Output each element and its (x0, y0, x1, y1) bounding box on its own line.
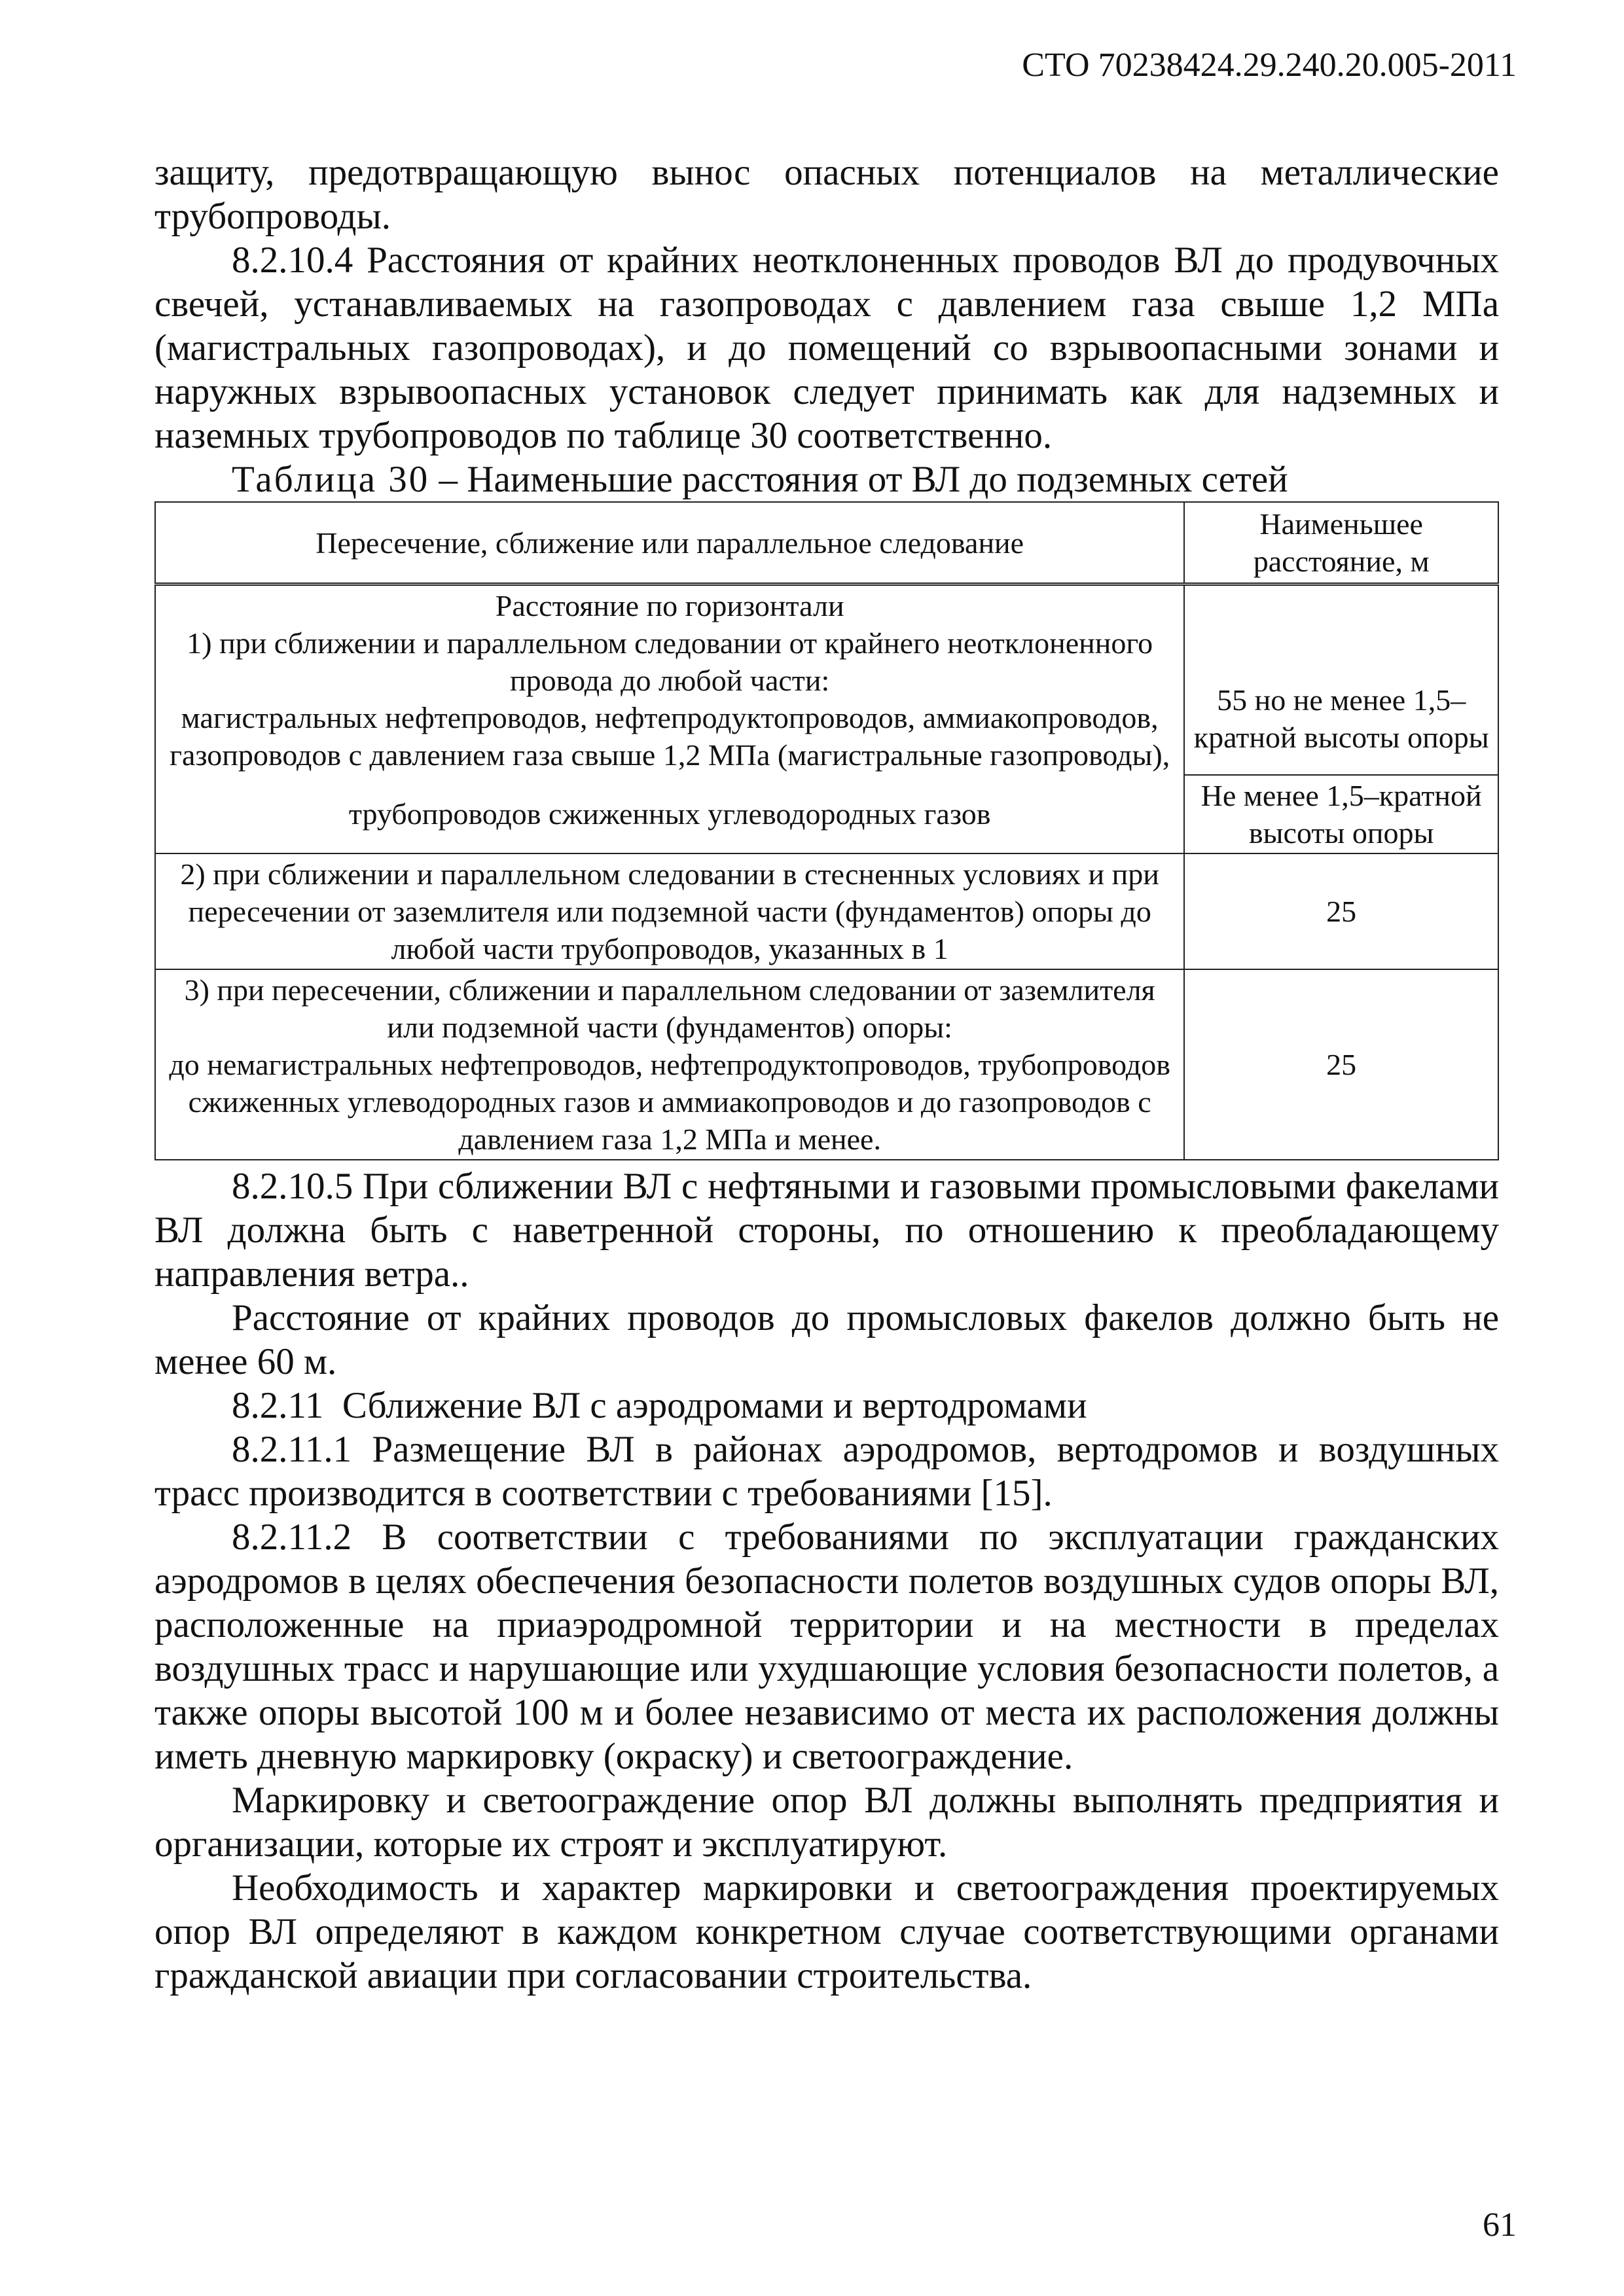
section-heading-8-2-11: 8.2.11 Сближение ВЛ с аэродромами и вертодромами (232, 1385, 1087, 1426)
row3-line2: до немагистральных нефтепроводов, нефтепродуктопроводов, трубопроводов сжиженных углеводородных газов и аммиакопроводов и до газопроводов с давлением газа 1,2 МПа и менее. (169, 1048, 1170, 1156)
header-min-distance: Наименьшее расстояние, м (1184, 502, 1498, 584)
table-row (155, 775, 1498, 853)
table-caption-text: – Наименьшие расстояния от ВЛ до подземных сетей (429, 459, 1288, 500)
paragraph-8-2-10-4: 8.2.10.4 Расстояния от крайних неотклоненных проводов ВЛ до продувочных свечей, устанавливаемых на газопроводах с давлением газа свыше 1,2 МПа (магистральных газопроводах), и до помещений со взрывоопасными зонами и наружных взрывоопасных установок следует принимать как для надземных и наземных трубопроводов по таблице 30 соответственно. (154, 240, 1499, 456)
table-row (155, 969, 1498, 1160)
document-code-header: СТО 70238424.29.240.20.005-2011 (1022, 46, 1517, 84)
row1-line2: магистральных нефтепроводов, нефтепродуктопроводов, аммиакопроводов, газопроводов с давлением газа свыше 1,2 МПа (магистральные газопроводы), (170, 701, 1170, 772)
paragraph-8-2-11-1: 8.2.11.1 Размещение ВЛ в районах аэродромов, вертодромов и воздушных трасс производится в соответствии с требованиями [15]. (154, 1429, 1499, 1514)
paragraph-marking: Маркировку и светоограждение опор ВЛ должны выполнять предприятия и организации, которые их строят и эксплуатируют. (154, 1780, 1499, 1865)
table-cell-row2-desc: 2) при сближении и параллельном следовании в стесненных условиях и при пересечении от заземлителя или подземной части (фундаментов) опоры до любой части трубопроводов, указанных в 1 (155, 853, 1184, 969)
table-cell-row1-desc (155, 584, 1184, 776)
table-cell-row1-value: 55 но не менее 1,5–кратной высоты опоры (1184, 584, 1498, 776)
table-cell-row1b-value: Не менее 1,5–кратной высоты опоры (1184, 775, 1498, 853)
table-cell-row3-value: 25 (1184, 969, 1498, 1160)
table-cell-row2-value: 25 (1184, 853, 1498, 969)
table-cell-row3-desc (155, 969, 1184, 1160)
paragraph-marking-necessity: Необходимость и характер маркировки и светоограждения проектируемых опор ВЛ определяют в каждом конкретном случае соответствующими органами гражданской авиации при согласовании строительства. (154, 1867, 1499, 1996)
distances-table (154, 501, 1499, 1160)
row1-line1: 1) при сближении и параллельном следовании от крайнего неотклоненного провода до любой части: (187, 626, 1153, 697)
table-caption-label: Таблица 30 (232, 459, 430, 500)
paragraph-torch-distance: Расстояние от крайних проводов до промысловых факелов должно быть не менее 60 м. (154, 1297, 1499, 1382)
paragraph-continuation: защиту, предотвращающую вынос опасных потенциалов на металлические трубопроводы. (154, 152, 1499, 237)
table-row (155, 853, 1498, 969)
row1-title: Расстояние по горизонтали (495, 589, 844, 622)
paragraph-8-2-11-2: 8.2.11.2 В соответствии с требованиями по эксплуатации гражданских аэродромов в целях обеспечения безопасности полетов воздушных судов опоры ВЛ, расположенные на приаэродромной территории и на местности в пределах воздушных трасс и нарушающие или ухудшающие условия безопасности полетов, а также опоры высотой 100 м и более независимо от места их расположения должны иметь дневную маркировку (окраску) и светоограждение. (154, 1516, 1499, 1777)
table-caption (154, 457, 1499, 501)
header-crossing: Пересечение, сближение или параллельное следование (155, 502, 1184, 584)
table-row (155, 584, 1498, 776)
table-header-row (155, 502, 1498, 584)
table-cell-row1b-desc: трубопроводов сжиженных углеводородных газов (155, 775, 1184, 853)
paragraph-8-2-10-5: 8.2.10.5 При сближении ВЛ с нефтяными и газовыми промысловыми факелами ВЛ должна быть с наветренной стороны, по отношению к преобладающему направления ветра.. (154, 1166, 1499, 1295)
row3-line1: 3) при пересечении, сближении и параллельном следовании от заземлителя или подземной части (фундаментов) опоры: (184, 973, 1155, 1044)
page-number: 61 (1483, 2206, 1517, 2244)
page-content (154, 151, 1499, 1998)
